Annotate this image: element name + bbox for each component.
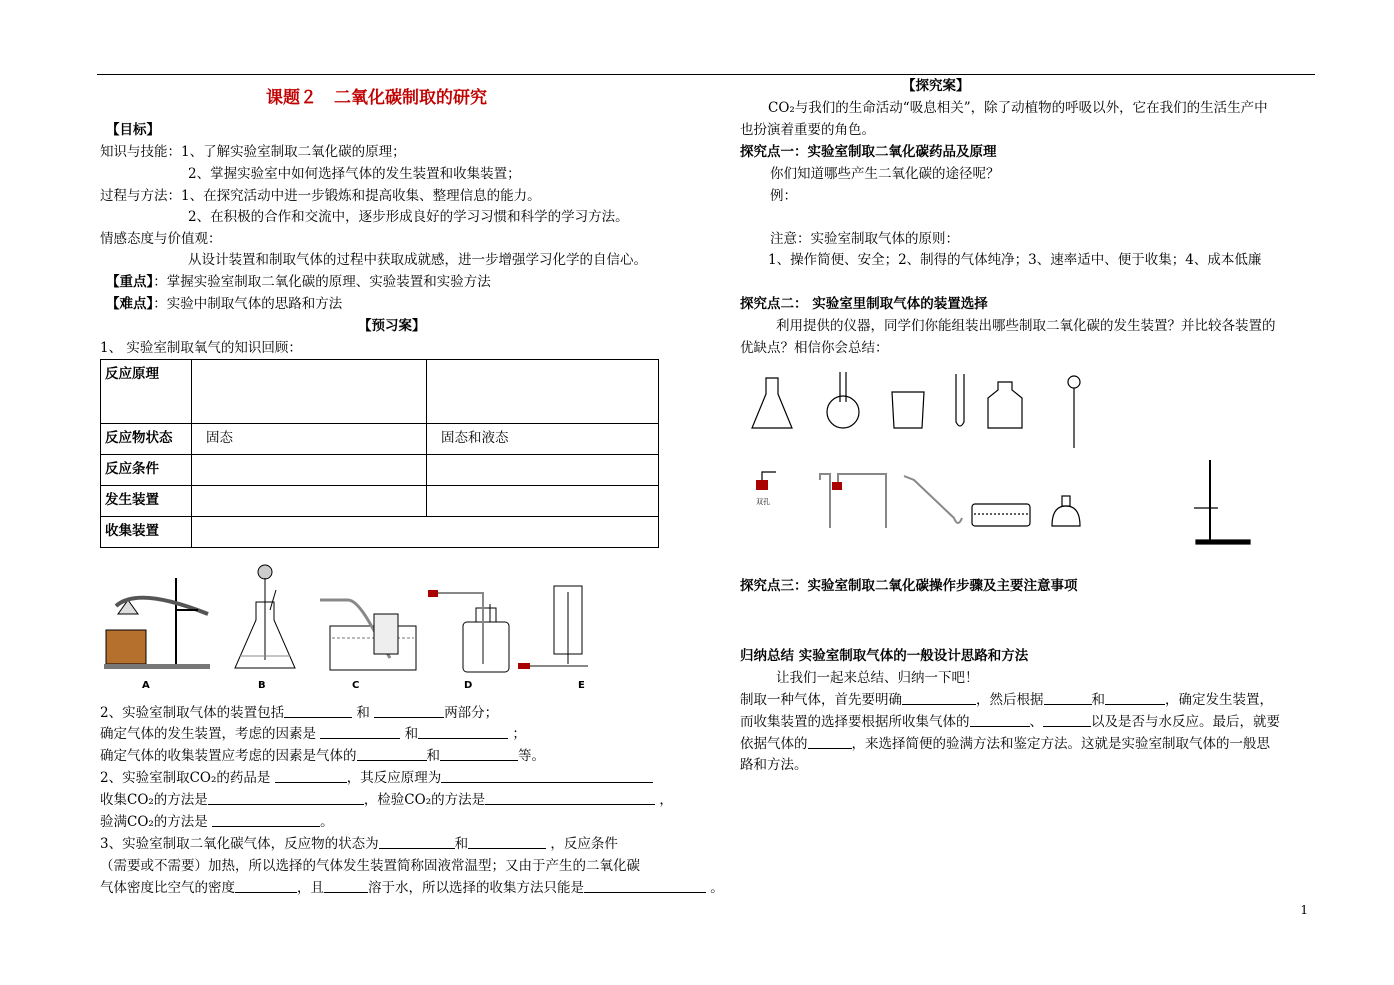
oxygen-review-table xyxy=(100,359,659,548)
explore-intro-2: 也扮演着重要的角色。 xyxy=(740,122,875,138)
table-cell[interactable] xyxy=(192,360,427,424)
preview-q3-line2: 收集CO₂的方法是 ，检验CO₂的方法是 ， xyxy=(100,792,673,808)
apparatus-e xyxy=(518,586,588,669)
table-cell[interactable] xyxy=(427,455,659,486)
table-cell[interactable] xyxy=(427,486,659,517)
key-point: 【重点】：掌握实验室制取二氧化碳的原理、实验装置和实验方法 xyxy=(106,274,491,290)
water-trough xyxy=(972,504,1030,526)
goals-heading: 【目标】 xyxy=(106,122,160,138)
test-tube xyxy=(956,374,964,426)
preview-q4-line2: （需要或不需要）加热，所以选择的气体发生装置简称固液常温型；又由于产生的二氧化碳 xyxy=(100,858,640,874)
goal-emotion-label: 情感态度与价值观： xyxy=(100,231,222,247)
principle-note: 注意：实验室制取气体的原则： xyxy=(770,231,959,247)
explore-point-1-example: 例： xyxy=(770,188,797,204)
goal-process-1: 过程与方法：1、在探究活动中进一步锻炼和提高收集、整理信息的能力。 xyxy=(100,188,541,204)
summary-line-2: 而收集装置的选择要根据所收集气体的 、 以及是否与水反应。最后，就要 xyxy=(740,714,1280,730)
bent-tube-3 xyxy=(904,476,962,523)
figure-label-e: E xyxy=(578,680,585,691)
apparatus-b xyxy=(235,565,295,668)
summary-title: 归纳总结 实验室制取气体的一般设计思路和方法 xyxy=(740,648,1029,664)
alcohol-lamp xyxy=(1052,496,1080,526)
summary-line-3: 依据气体的 ，来选择简便的验满方法和鉴定方法。这就是实验室制取气体的一般思 xyxy=(740,736,1270,752)
apparatus-c xyxy=(320,600,416,670)
double-hole-stopper xyxy=(756,472,776,490)
goal-knowledge-2: 2、掌握实验室中如何选择气体的发生装置和收集装置； xyxy=(188,166,521,182)
summary-line-1: 制取一种气体，首先要明确 ，然后根据 和 ，确定发生装置， xyxy=(740,692,1273,708)
table-cell[interactable] xyxy=(192,517,659,548)
difficult-point: 【难点】：实验中制取气体的思路和方法 xyxy=(106,296,343,312)
figure-label-c: C xyxy=(352,680,360,691)
figure-label-a: A xyxy=(142,680,150,691)
preview-q2-line1: 2、实验室制取气体的装置包括 和 两部分； xyxy=(100,705,499,721)
bent-tube-1 xyxy=(820,474,830,528)
page-title: 课题２ 二氧化碳制取的研究 xyxy=(266,88,487,108)
table-row-label: 反应原理 xyxy=(101,360,192,424)
reagent-bottle xyxy=(988,382,1022,428)
table-cell: 固态 xyxy=(192,424,427,455)
explore-point-1-title: 探究点一：实验室制取二氧化碳药品及原理 xyxy=(740,144,997,160)
preview-q4-line3: 气体密度比空气的密度 ，且 溶于水，所以选择的收集方法只能是 。 xyxy=(100,880,724,896)
table-cell[interactable] xyxy=(192,486,427,517)
bent-tube-2 xyxy=(832,474,886,528)
explore-point-2-title: 探究点二： 实验室里制取气体的装置选择 xyxy=(740,296,988,312)
explore-point-2-q2: 优缺点？相信你会总结： xyxy=(740,340,889,356)
table-row-label: 反应物状态 xyxy=(101,424,192,455)
figure-label-b: B xyxy=(258,680,266,691)
preview-q4-line1: 3、实验室制取二氧化碳气体，反应物的状态为 和 ，反应条件 xyxy=(100,836,618,852)
conical-flask xyxy=(752,378,792,428)
round-flask xyxy=(827,372,859,428)
explore-point-2-q1: 利用提供的仪器，同学们你能组装出哪些制取二氧化碳的发生装置？并比较各装置的 xyxy=(776,318,1276,334)
instruments-figure xyxy=(748,368,1288,548)
apparatus-a xyxy=(104,578,210,669)
preview-q2-line3: 确定气体的收集装置应考虑的因素是气体的 和 等。 xyxy=(100,748,545,764)
table-row-label: 收集装置 xyxy=(101,517,192,548)
header-rule xyxy=(97,74,1315,75)
preview-heading: 【预习案】 xyxy=(358,318,426,334)
explore-intro-1: CO₂与我们的生命活动“吸息相关”，除了动植物的呼吸以外，它在我们的生活生产中 xyxy=(768,100,1268,116)
stopper-label: 双孔 xyxy=(756,498,770,506)
summary-line-4: 路和方法。 xyxy=(740,757,808,773)
goal-process-2: 2、在积极的合作和交流中，逐步形成良好的学习习惯和科学的学习方法。 xyxy=(188,209,629,225)
table-row-label: 反应条件 xyxy=(101,455,192,486)
table-cell: 固态和液态 xyxy=(427,424,659,455)
figure-label-d: D xyxy=(464,680,473,691)
page-number: 1 xyxy=(1300,903,1308,917)
goal-knowledge-1: 知识与技能：1、了解实验室制取二氧化碳的原理； xyxy=(100,144,406,160)
table-row-label: 发生装置 xyxy=(101,486,192,517)
table-cell[interactable] xyxy=(192,455,427,486)
iron-stand xyxy=(1194,460,1250,544)
apparatus-d xyxy=(428,590,509,672)
preview-q3-line3: 验满CO₂的方法是 。 xyxy=(100,814,334,830)
beaker xyxy=(892,392,924,428)
preview-q1: 1、 实验室制取氧气的知识回顾： xyxy=(100,340,302,356)
table-cell[interactable] xyxy=(427,360,659,424)
summary-intro: 让我们一起来总结、归纳一下吧！ xyxy=(776,670,979,686)
apparatus-figure-ae xyxy=(98,560,598,692)
goal-emotion-text: 从设计装置和制取气体的过程中获取成就感，进一步增强学习化学的自信心。 xyxy=(188,252,647,268)
long-neck-funnel xyxy=(1068,376,1080,448)
preview-q2-line2: 确定气体的发生装置，考虑的因素是 和 ； xyxy=(100,726,526,742)
explore-heading: 【探究案】 xyxy=(902,78,970,94)
explore-point-1-question: 你们知道哪些产生二氧化碳的途径呢？ xyxy=(770,166,1000,182)
preview-q3-line1: 2、实验室制取CO₂的药品是 ，其反应原理为 xyxy=(100,768,653,788)
principle-list: 1、操作简便、安全；2、制得的气体纯净；3、速率适中、便于收集；4、成本低廉 xyxy=(768,252,1262,268)
explore-point-3-title: 探究点三：实验室制取二氧化碳操作步骤及主要注意事项 xyxy=(740,578,1078,594)
